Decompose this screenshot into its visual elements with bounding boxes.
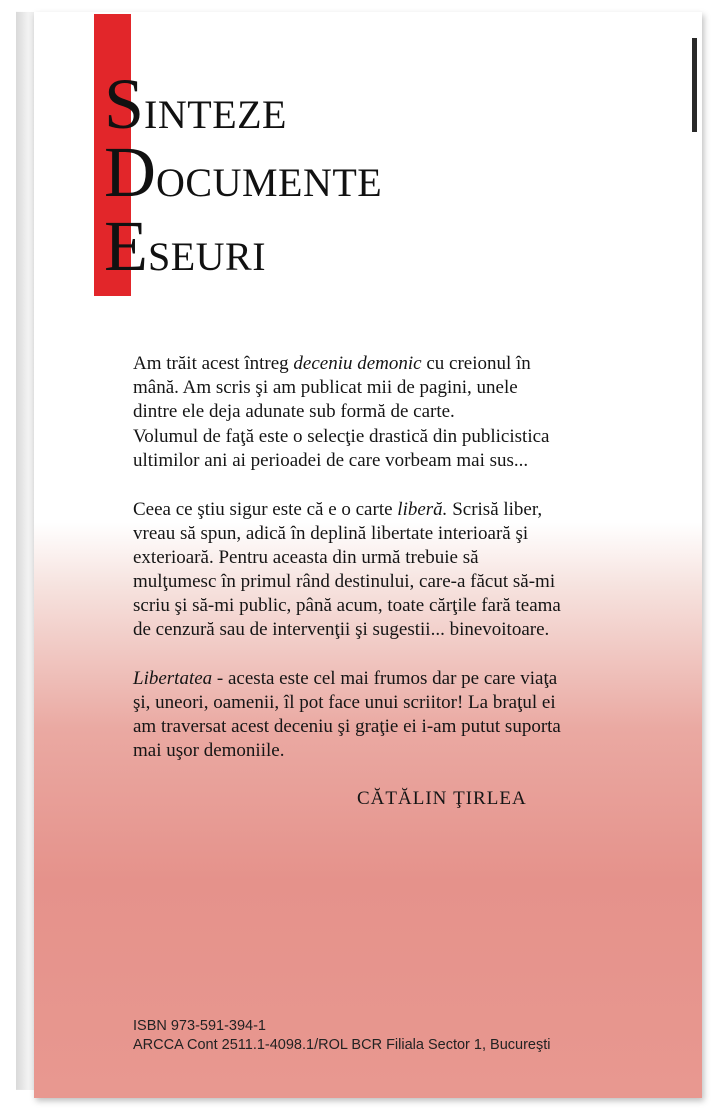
series-initial-d: D: [104, 132, 156, 212]
blurb-text: Ceea ce ştiu sigur este că e o carte: [133, 499, 398, 520]
author-name: CĂTĂLIN ŢIRLEA: [357, 788, 527, 809]
series-title-line-3: [104, 206, 267, 286]
series-word-2: OCUMENTE: [156, 160, 383, 205]
blurb-paragraph-2: Volumul de faţă este o selecţie drastică din publicistica ultimilor ani ai perioadei de care vorbeam mai sus...: [133, 426, 550, 472]
blurb-paragraph-3: [133, 498, 563, 643]
series-word-3: SEURI: [147, 234, 267, 279]
series-title-line-1: [104, 64, 287, 144]
blurb-italic: Libertatea -: [133, 668, 224, 689]
spine-shadow: [692, 38, 697, 132]
series-initial-e: E: [104, 206, 148, 286]
blurb-text: Am trăit acest întreg: [133, 353, 294, 374]
series-word-1: INTEZE: [144, 92, 287, 137]
blurb-text: acesta este cel mai frumos dar pe care viaţa şi, uneori, oamenii, îl pot face unui scriitor! La braţul ei am traversat acest deceniu şi graţie ei i-am putut suporta mai uşor demoniile.: [133, 668, 561, 762]
series-title-line-2: [104, 132, 383, 212]
blurb-italic: liberă.: [397, 499, 448, 520]
isbn-line: ISBN 973-591-394-1: [133, 1018, 266, 1034]
blurb-text: Scrisă liber, vreau să spun, adică în deplină libertate interioară şi exterioară. Pentru aceasta din urmă trebuie să mulţumesc în primul rând destinului, care-a făcut să-mi scriu şi să-mi public, până acum, toate cărţile fară teama de cenzură sau de intervenţii şi sugestii... binevoitoare.: [133, 499, 561, 641]
blurb-text: cu creionul în mână. Am scris şi am publicat mii de pagini, unele dintre ele deja adunate sub formă de carte.: [133, 353, 531, 423]
blurb-paragraph-1: [133, 352, 563, 424]
blurb-paragraph-4: [133, 667, 563, 763]
bank-account-line: ARCCA Cont 2511.1-4098.1/ROL BCR Filiala Sector 1, Bucureşti: [133, 1037, 551, 1053]
blurb-italic: deceniu demonic: [293, 353, 422, 374]
series-initial-s: S: [104, 64, 145, 144]
